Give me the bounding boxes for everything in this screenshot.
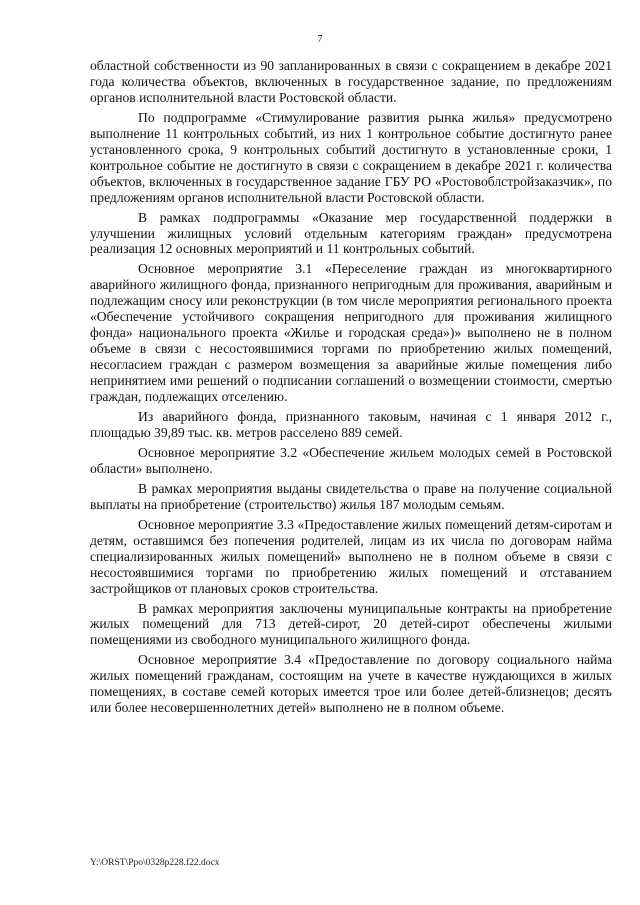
paragraph-5: Из аварийного фонда, признанного таковым, начиная с 1 января 2012 г., площадью 39,89 тыс. кв. метров расселено 889 семей. (90, 409, 612, 440)
paragraph-10: Основное мероприятие 3.4 «Предоставление по договору социального найма жилых помещений гражданам, состоящим на учете в качестве нуждающихся в жилых помещениях, в составе семей которых имеется трое или более детей-близнецов; десять или более несовершеннолетних детей» выполнено не в полном объеме. (90, 652, 612, 716)
paragraph-4: Основное мероприятие 3.1 «Переселение граждан из многоквартирного аварийного жилищного фонда, признанного непригодным для проживания, аварийным и подлежащим сносу или реконструкции (в том числе мероприятия регионального проекта «Обеспечение устойчивого сокращения непригодного для проживания жилищного фонда» национального проекта «Жилье и городская среда»)» выполнено не в полном объеме в связи с несостоявшимися торгами по приобретению жилых помещений, несогласием граждан с размером возмещения за аварийные жилые помещения либо непринятием ими решений о подписании соглашений о возмещении стоимости, смертью граждан, подлежащих отселению. (90, 261, 612, 405)
paragraph-2: По подпрограмме «Стимулирование развития рынка жилья» предусмотрено выполнение 11 контрольных событий, из них 1 контрольное событие достигнуто ранее установленного срока, 9 контрольных событий достигнуто в установленные сроки, 1 контрольное событие не достигнуто в связи с сокращением в декабре 2021 г. количества объектов, включенных в государственное задание ГБУ РО «Ростовоблстройзаказчик», по предложениям органов исполнительной власти Ростовской области. (90, 109, 612, 205)
paragraph-1: областной собственности из 90 запланированных в связи с сокращением в декабре 2021 года количества объектов, включенных в государственное задание, по предложениям органов исполнительной власти Ростовской области. (90, 58, 612, 105)
paragraph-6: Основное мероприятие 3.2 «Обеспечение жильем молодых семей в Ростовской области» выполнено. (90, 444, 612, 476)
document-body (90, 58, 612, 720)
paragraph-8: Основное мероприятие 3.3 «Предоставление жилых помещений детям-сиротам и детям, оставшимся без попечения родителей, лицам из их числа по договорам найма специализированных жилых помещений» выполнено не в полном объеме в связи с несостоявшимися торгами по приобретению жилых помещений и отставанием застройщиков от плановых сроков строительства. (90, 516, 612, 596)
paragraph-9: В рамках мероприятия заключены муниципальные контракты на приобретение жилых помещений для 713 детей-сирот, 20 детей-сирот обеспечены жилыми помещениями из свободного муниципального жилищного фонда. (90, 600, 612, 648)
paragraph-7: В рамках мероприятия выданы свидетельства о праве на получение социальной выплаты на приобретение (строительство) жилья 187 молодым семьям. (90, 480, 612, 512)
page-number: 7 (317, 34, 323, 45)
paragraph-3: В рамках подпрограммы «Оказание мер государственной поддержки в улучшении жилищных условий отдельным категориям граждан» предусмотрена реализация 12 основных мероприятий и 11 контрольных событий. (90, 209, 612, 257)
footer-file-path: Y:\ORST\Ppo\0328p228.f22.docx (90, 858, 220, 868)
